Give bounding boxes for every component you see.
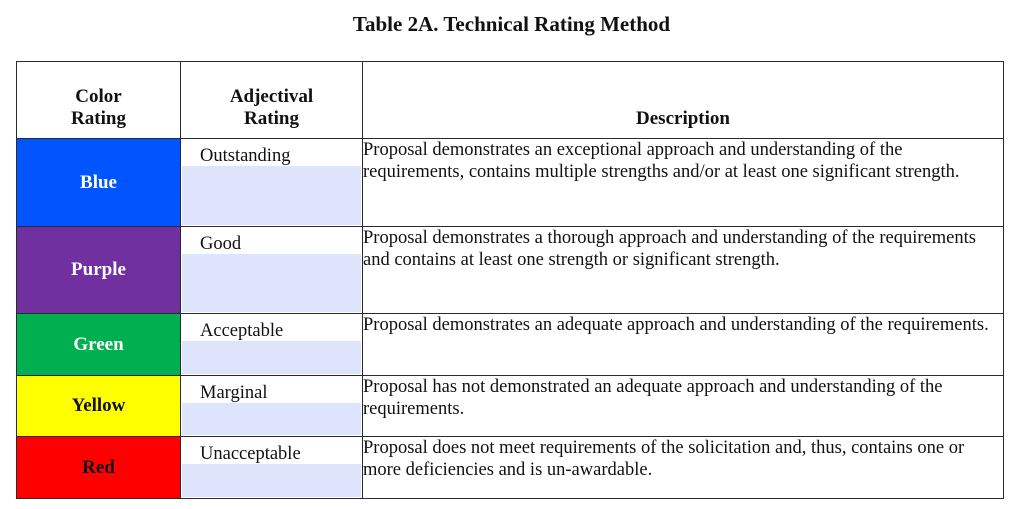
table-row — [17, 227, 1004, 314]
adjectival-rating-cell — [181, 314, 363, 376]
description-cell: Proposal does not meet requirements of the solicitation and, thus, contains one or more deficiencies and is un-awardable. — [363, 437, 1004, 499]
adjectival-rating-cell — [181, 437, 363, 499]
color-rating-cell: Blue — [17, 139, 181, 227]
table-row — [17, 139, 1004, 227]
adjectival-rating-label: Outstanding — [200, 146, 291, 166]
adjectival-fill-area — [182, 254, 361, 312]
adjectival-fill-area — [182, 166, 361, 225]
adjectival-rating-label: Marginal — [200, 383, 268, 403]
table-row — [17, 437, 1004, 499]
table-row — [17, 376, 1004, 437]
adjectival-fill-area — [182, 403, 361, 435]
table-title: Table 2A. Technical Rating Method — [352, 12, 671, 36]
description-cell: Proposal demonstrates a thorough approach and understanding of the requirements and contains at least one strength or significant strength. — [363, 227, 1004, 314]
header-color-rating — [17, 62, 181, 139]
adjectival-rating-label: Acceptable — [200, 321, 284, 341]
adjectival-fill-area — [182, 464, 361, 497]
adjectival-fill-area — [182, 341, 361, 374]
color-rating-cell: Red — [17, 437, 181, 499]
header-color-line1: Color — [75, 86, 122, 107]
technical-rating-table — [16, 61, 1004, 499]
description-cell: Proposal has not demonstrated an adequate approach and understanding of the requirements. — [363, 376, 1004, 437]
color-rating-cell: Yellow — [17, 376, 181, 437]
adjectival-rating-cell — [181, 139, 363, 227]
header-adjectival-line1: Adjectival — [229, 86, 314, 107]
color-rating-cell: Green — [17, 314, 181, 376]
description-cell: Proposal demonstrates an adequate approach and understanding of the requirements. — [363, 314, 1004, 376]
header-row — [17, 62, 1004, 139]
adjectival-rating-cell — [181, 227, 363, 314]
header-description: Description — [363, 62, 1004, 139]
header-adjectival-rating — [181, 62, 363, 139]
header-adjectival-line2: Rating — [244, 108, 299, 129]
color-rating-cell: Purple — [17, 227, 181, 314]
header-color-line2: Rating — [71, 108, 126, 129]
adjectival-rating-label: Good — [200, 234, 242, 254]
description-cell: Proposal demonstrates an exceptional approach and understanding of the requirements, contains multiple strengths and/or at least one significant strength. — [363, 139, 1004, 227]
table-row — [17, 314, 1004, 376]
adjectival-rating-cell — [181, 376, 363, 437]
adjectival-rating-label: Unacceptable — [200, 444, 301, 464]
